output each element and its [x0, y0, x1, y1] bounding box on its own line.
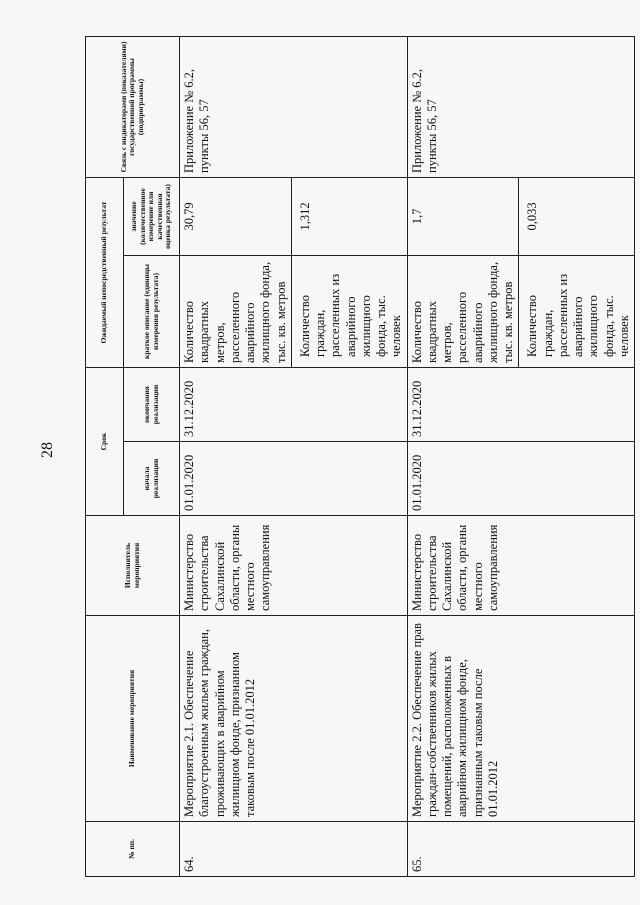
header-term-end: окончания реализации — [124, 367, 180, 441]
header-expected-value: значение (количественное измерение или качественная оценка результата) — [124, 177, 180, 255]
row-name: Мероприятие 2.2. Обеспечение прав граждан-собственников жилых помещений, расположенных в аварийном жилищном фонде, признанным таковым после 01.01.2012 — [407, 616, 635, 822]
result-desc: Количество квадратных метров, расселенного аварийного жилищного фонда, тыс. кв. метров — [180, 255, 292, 367]
row-link: Приложение № 6.2, пункты 56, 57 — [180, 36, 408, 177]
result-desc: Количество квадратных метров, расселенного аварийного жилищного фонда, тыс. кв. метров — [407, 255, 519, 367]
header-expected-desc: краткое описание (единицы измерения результата) — [124, 255, 180, 367]
result-value: 1,312 — [291, 177, 407, 255]
header-term: Срок — [86, 367, 124, 515]
page-number: 28 — [39, 442, 56, 458]
measures-table — [85, 36, 635, 877]
header-executor: Исполнитель мероприятия — [86, 516, 180, 616]
table-row — [407, 36, 519, 876]
row-executor: Министерство строительства Сахалинской области, органы местного самоуправления — [407, 516, 635, 616]
header-num: № пп. — [86, 822, 180, 877]
table-row — [180, 36, 292, 876]
result-desc: Количество граждан, расселенных из аварийного жилищного фонда, тыс. человек — [291, 255, 407, 367]
row-end: 31.12.2020 — [407, 367, 635, 441]
row-num: 65. — [407, 822, 635, 877]
row-name: Мероприятие 2.1. Обеспечение благоустроенным жильем граждан, проживающих в аварийном жилищном фонде, признанном таковым после 01.01.2012 — [180, 616, 408, 822]
header-link: Связь с индикаторами (показателями) государственной программы (подпрограммы) — [86, 36, 180, 177]
header-expected: Ожидаемый непосредственный результат — [86, 177, 124, 367]
result-desc: Количество граждан, расселенных из аварийного жилищного фонда, тыс. человек — [519, 255, 635, 367]
header-term-start: начала реализации — [124, 442, 180, 516]
measures-table-wrapper — [85, 37, 631, 877]
row-start: 01.01.2020 — [407, 442, 635, 516]
result-value: 30,79 — [180, 177, 292, 255]
result-value: 1,7 — [407, 177, 519, 255]
row-start: 01.01.2020 — [180, 442, 408, 516]
row-end: 31.12.2020 — [180, 367, 408, 441]
row-num: 64. — [180, 822, 408, 877]
row-executor: Министерство строительства Сахалинской области, органы местного самоуправления — [180, 516, 408, 616]
row-link: Приложение № 6.2, пункты 56, 57 — [407, 36, 635, 177]
header-name: Наименование мероприятия — [86, 616, 180, 822]
result-value: 0,033 — [519, 177, 635, 255]
